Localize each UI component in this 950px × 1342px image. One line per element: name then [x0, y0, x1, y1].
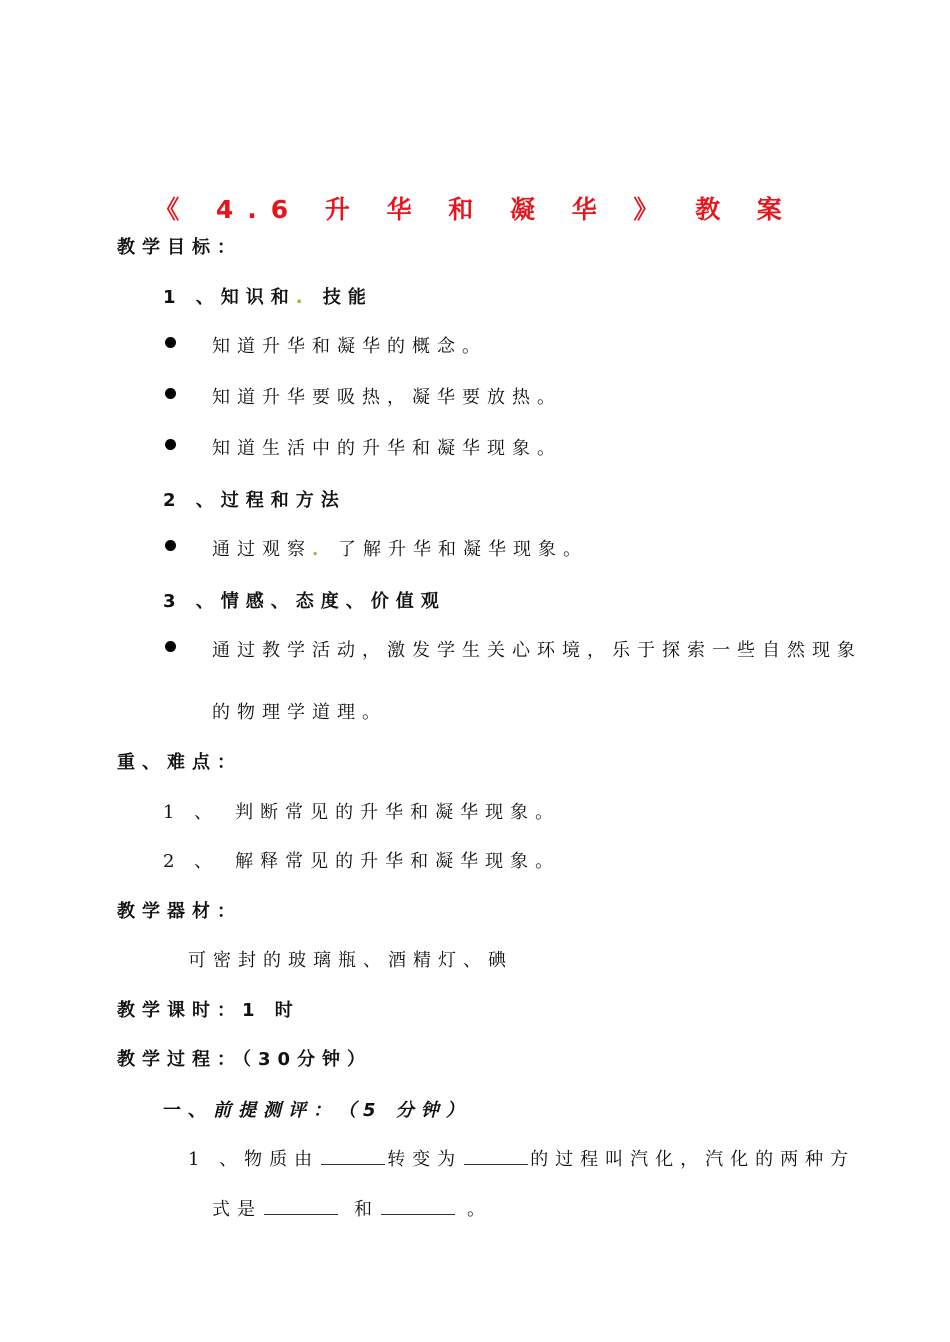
bullet-icon	[165, 540, 176, 551]
question-1	[188, 1145, 855, 1171]
question-text: 转变为	[387, 1149, 463, 1170]
bullet-icon	[165, 439, 176, 450]
bullet-icon	[165, 388, 176, 399]
page-title: 《 4.6 升 华 和 凝 华 》 教 案	[154, 195, 796, 224]
section-attitude-heading: 3 、情感、态度、价值观	[163, 591, 446, 612]
section-knowledge-label-b: 技能	[309, 287, 373, 308]
list-item-text-a: 通过观察	[212, 539, 312, 560]
question-text: 式是	[212, 1199, 262, 1220]
list-item: 知道生活中的升华和凝华现象。	[212, 438, 562, 459]
question-text: 和	[354, 1199, 379, 1220]
materials-text: 可密封的玻璃瓶、酒精灯、碘	[188, 950, 513, 971]
question-1-continuation	[212, 1195, 492, 1221]
key-point-item: 2 、 解释常见的升华和凝华现象。	[163, 851, 561, 872]
question-text: 。	[467, 1199, 492, 1220]
lesson-hours: 教学课时：1 时	[117, 1000, 300, 1021]
section-knowledge-heading	[163, 283, 373, 309]
question-text: 的过程叫汽化，汽化的两种方	[530, 1149, 856, 1170]
bullet-icon	[165, 641, 176, 652]
list-item-continuation: 的物理学道理。	[212, 702, 387, 723]
key-points-heading: 重、难点：	[117, 752, 242, 773]
pretest-number: 一、	[163, 1100, 213, 1121]
pretest-title: 前提测评：（5 分钟）	[213, 1100, 471, 1121]
list-item: 知道升华要吸热，凝华要放热。	[212, 387, 562, 408]
bullet-icon	[165, 337, 176, 348]
key-point-item: 1 、 判断常见的升华和凝华现象。	[163, 802, 561, 823]
objectives-heading: 教学目标：	[117, 237, 242, 258]
list-item: 通过教学活动，激发学生关心环境，乐于探索一些自然现象	[212, 640, 862, 661]
materials-heading: 教学器材：	[117, 901, 242, 922]
green-dot-mark: .	[312, 539, 326, 560]
section-process-heading: 2 、过程和方法	[163, 490, 346, 511]
list-item-text-b: 了解升华和凝华现象。	[325, 539, 589, 560]
answer-blank[interactable]	[264, 1198, 338, 1215]
question-text: 1 、物质由	[188, 1149, 320, 1170]
answer-blank[interactable]	[321, 1148, 385, 1165]
answer-blank[interactable]	[381, 1198, 455, 1215]
green-dot-mark: .	[295, 287, 310, 308]
section-knowledge-label: 1 、知识和	[163, 287, 296, 308]
list-item: 知道升华和凝华的概念。	[212, 336, 487, 357]
answer-blank[interactable]	[464, 1148, 528, 1165]
pretest-heading	[163, 1096, 471, 1122]
process-heading: 教学过程：（30分钟）	[117, 1049, 373, 1070]
list-item	[212, 535, 588, 561]
